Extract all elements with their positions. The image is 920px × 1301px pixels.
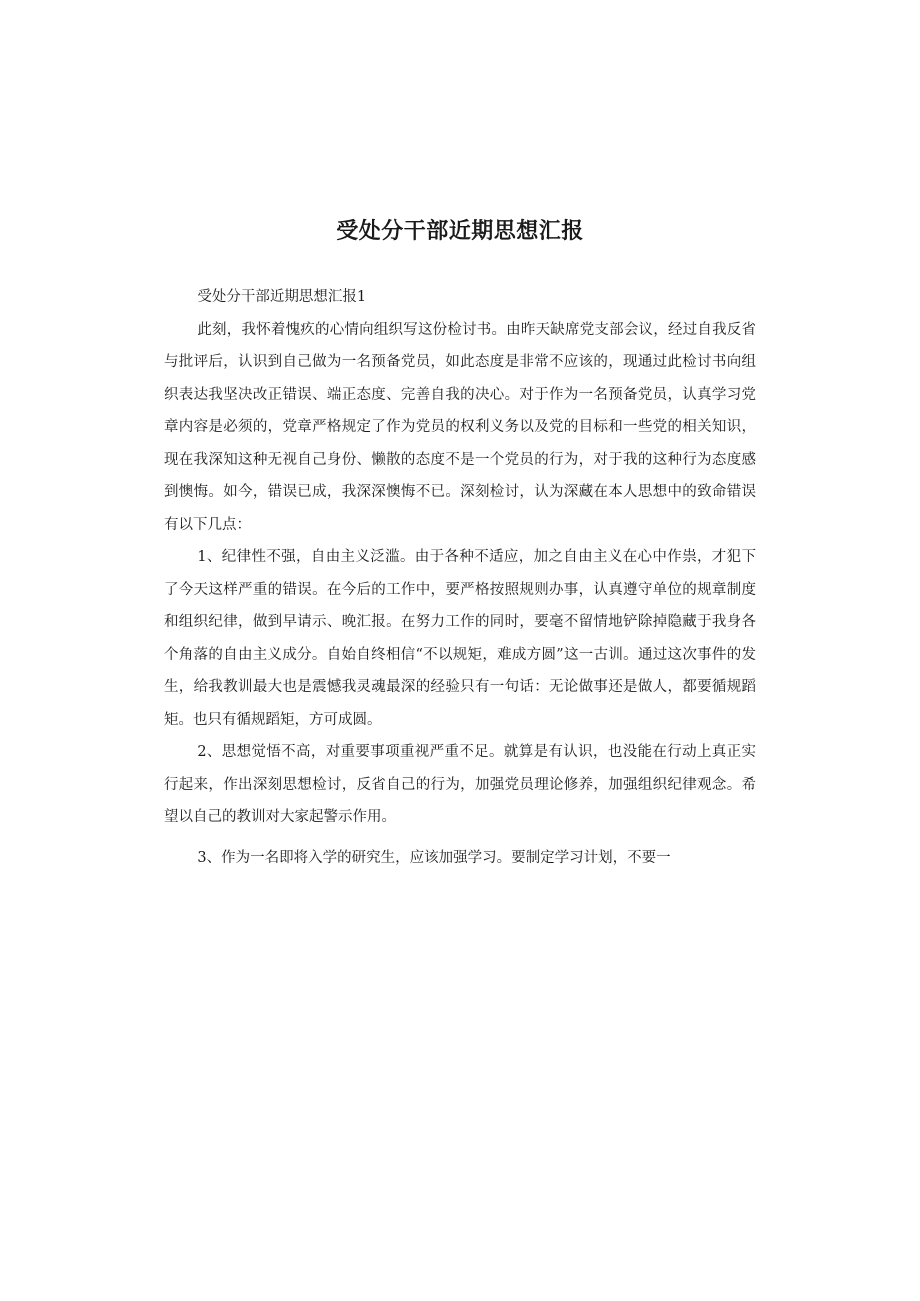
- paragraph-point-1: 1、纪律性不强，自由主义泛滥。由于各种不适应，加之自由主义在心中作祟，才犯下了今天这样严重的错误。在今后的工作中，要严格按照规则办事，认真遵守单位的规章制度和组织纪律，做到早请示、晚汇报。在努力工作的同时，要毫不留情地铲除掉隐藏于我身各个角落的自由主义成分。自始自终相信“不以规矩，难成方圆”这一古训。通过这次事件的发生，给我教训最大也是震憾我灵魂最深的经验只有一句话：无论做事还是做人，都要循规蹈矩。也只有循规蹈矩，方可成圆。: [164, 549, 756, 728]
- paragraph-point-3: 3、作为一名即将入学的研究生，应该加强学习。要制定学习计划，不要一: [197, 849, 671, 866]
- document-title: 受处分干部近期思想汇报: [336, 219, 584, 244]
- paragraph-point-2: 2、思想觉悟不高，对重要事项重视严重不足。就算是有认识，也没能在行动上真正实行起来，作出深刻思想检讨，反省自己的行为，加强党员理论修养，加强组织纪律观念。希望以自己的教训对大家起警示作用。: [164, 744, 756, 825]
- document-body: [164, 281, 756, 874]
- section-subtitle: 受处分干部近期思想汇报1: [197, 289, 367, 305]
- paragraph-intro: 此刻，我怀着愧疚的心情向组织写这份检讨书。由昨天缺席党支部会议，经过自我反省与批评后，认识到自己做为一名预备党员，如此态度是非常不应该的，现通过此检讨书向组织表达我坚决改正错误、端正态度、完善自我的决心。对于作为一名预备党员，认真学习党章内容是必须的，党章严格规定了作为党员的权利义务以及党的目标和一些党的相关知识，现在我深知这种无视自己身份、懒散的态度不是一个党员的行为，对于我的这种行为态度感到懊悔。如今，错误已成，我深深懊悔不已。深刻检讨，认为深藏在本人思想中的致命错误有以下几点：: [164, 321, 756, 533]
